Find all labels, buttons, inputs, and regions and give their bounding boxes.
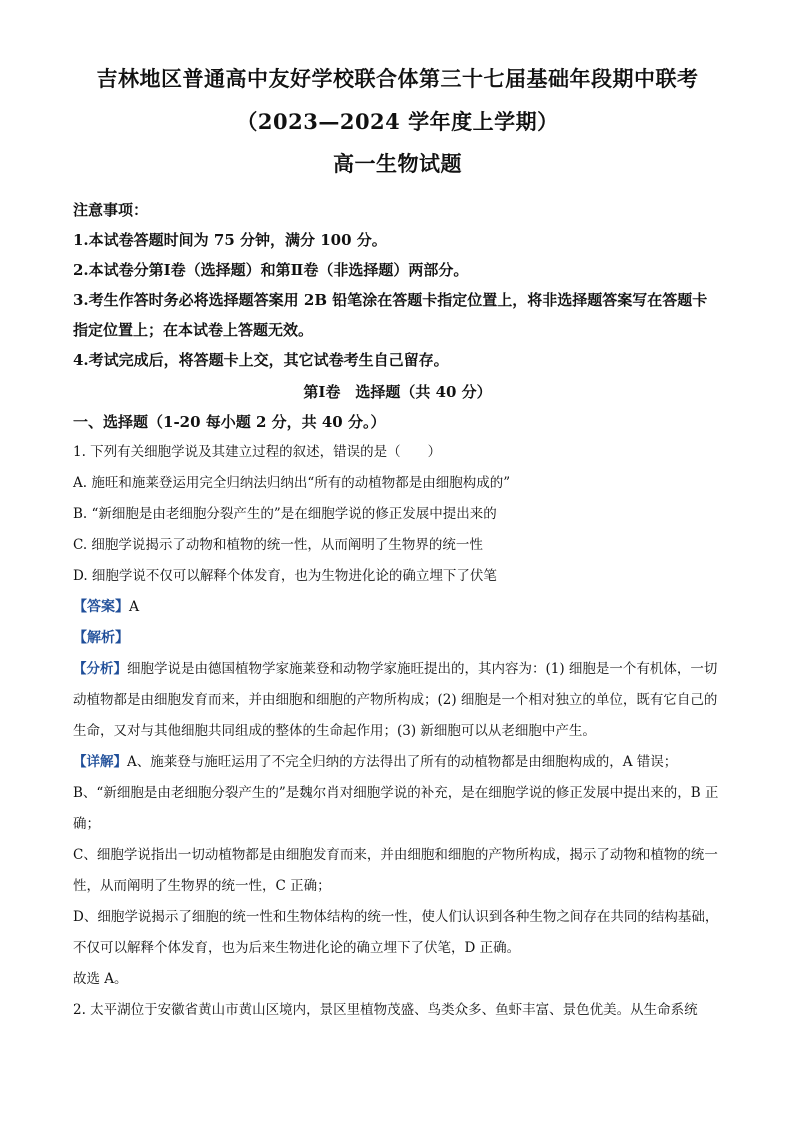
question-1-option-a: A. 施旺和施莱登运用完全归纳法归纳出“所有的动植物都是由细胞构成的” bbox=[73, 475, 511, 491]
notice-item-4: 4.考试完成后，将答题卡上交，其它试卷考生自己留存。 bbox=[73, 351, 449, 369]
analysis-tag: 【解析】 bbox=[73, 630, 129, 646]
answer-line bbox=[73, 592, 722, 623]
question-2-stem: 2. 太平湖位于安徽省黄山市黄山区境内，景区里植物茂盛、鸟类众多、鱼虾丰富、景色优美。从生命系统 bbox=[73, 1002, 698, 1018]
fenxi-tag: 【分析】 bbox=[73, 661, 127, 677]
conclusion: 故选 A。 bbox=[73, 971, 128, 987]
exam-subject: 高一生物试题 bbox=[333, 151, 462, 176]
answer-tag: 【答案】 bbox=[73, 599, 129, 615]
xiangjie-a-text: A、施莱登与施旺运用了不完全归纳的方法得出了所有的动植物都是由细胞构成的，A 错误； bbox=[127, 754, 678, 770]
fenxi-paragraph bbox=[73, 654, 722, 747]
answer-value: A bbox=[129, 599, 140, 615]
section-subhead: 一、选择题（1-20 每小题 2 分，共 40 分。） bbox=[73, 413, 386, 431]
exam-title: 吉林地区普通高中友好学校联合体第三十七届基础年段期中联考 bbox=[96, 66, 699, 91]
xiangjie-d-paragraph: D、细胞学说揭示了细胞的统一性和生物体结构的统一性，使人们认识到各种生物之间存在共同的结构基础，不仅可以解释个体发育，也为后来生物进化论的确立埋下了伏笔，D 正确。 bbox=[73, 909, 719, 956]
question-1-option-b: B. “新细胞是由老细胞分裂产生的”是在细胞学说的修正发展中提出来的 bbox=[73, 506, 497, 522]
question-1-option-c: C. 细胞学说揭示了动物和植物的统一性，从而阐明了生物界的统一性 bbox=[73, 537, 483, 553]
notice-heading: 注意事项： bbox=[73, 201, 149, 219]
notice-item-2: 2.本试卷分第Ⅰ卷（选择题）和第Ⅱ卷（非选择题）两部分。 bbox=[73, 261, 469, 279]
notice-item-3: 3.考生作答时务必将选择题答案用 2B 铅笔涂在答题卡指定位置上，将非选择题答案写在答题卡指定位置上；在本试卷上答题无效。 bbox=[73, 291, 708, 339]
question-1-stem: 1. 下列有关细胞学说及其建立过程的叙述，错误的是（ ） bbox=[73, 444, 442, 460]
xiangjie-a-paragraph bbox=[73, 747, 722, 778]
section-title: 第Ⅰ卷 选择题（共 40 分） bbox=[303, 383, 492, 401]
xiangjie-c-paragraph: C、细胞学说指出一切动植物都是由细胞发育而来，并由细胞和细胞的产物所构成，揭示了动物和植物的统一性，从而阐明了生物界的统一性，C 正确； bbox=[73, 847, 718, 894]
fenxi-text: 细胞学说是由德国植物学家施莱登和动物学家施旺提出的，其内容为：(1) 细胞是一个有机体，一切动植物都是由细胞发育而来，并由细胞和细胞的产物所构成；(2) 细胞是一个相对独立的单位，既有它自己的生命，又对与其他细胞共同组成的整体的生命起作用；(3) 新细胞可以从老细胞中产生。 bbox=[73, 661, 718, 739]
notice-item-1: 1.本试卷答题时间为 75 分钟，满分 100 分。 bbox=[73, 231, 387, 249]
exam-year: （2023—2024 学年度上学期） bbox=[236, 109, 559, 134]
xiangjie-b-paragraph: B、“新细胞是由老细胞分裂产生的”是魏尔肖对细胞学说的补充，是在细胞学说的修正发展中提出来的，B 正确； bbox=[73, 785, 719, 832]
xiangjie-tag: 【详解】 bbox=[73, 754, 127, 770]
question-1-option-d: D. 细胞学说不仅可以解释个体发育，也为生物进化论的确立埋下了伏笔 bbox=[73, 568, 497, 584]
